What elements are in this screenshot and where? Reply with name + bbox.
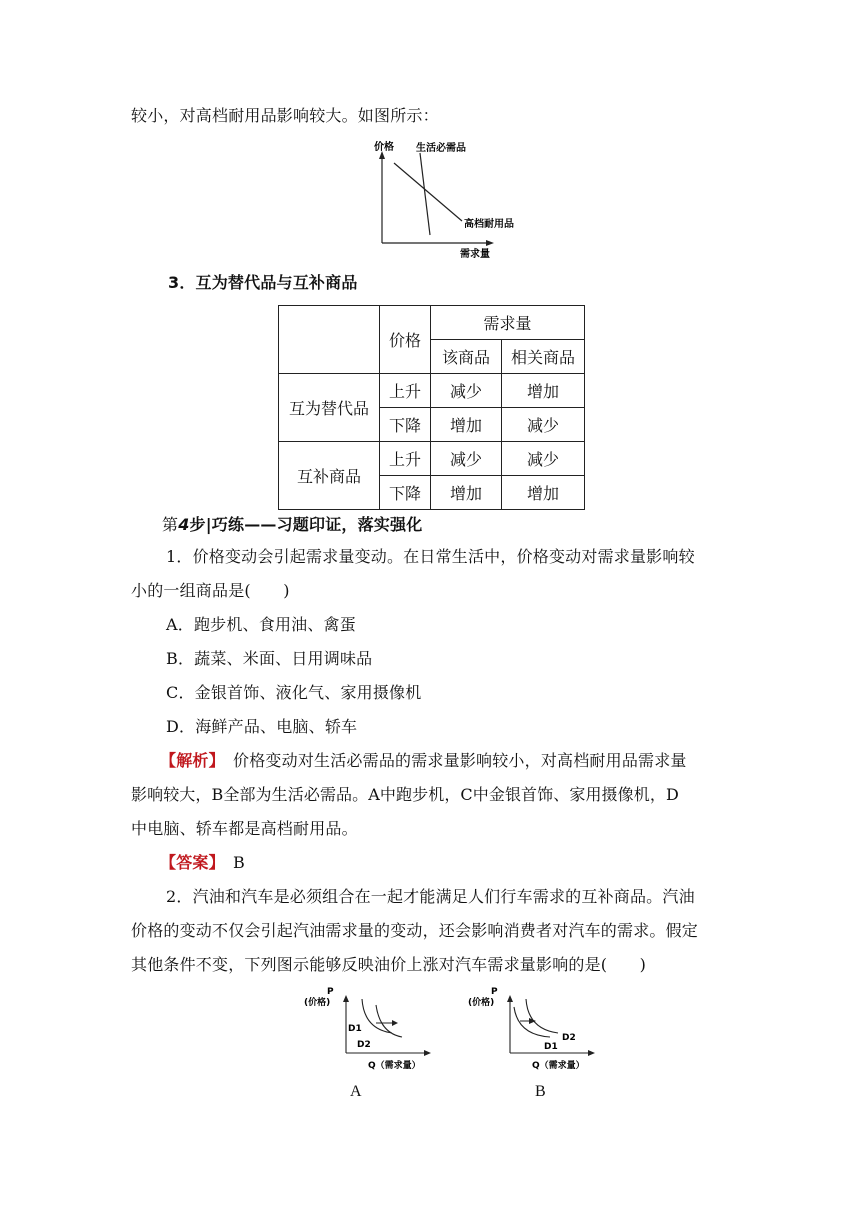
table-cell: 增加 [502, 374, 585, 408]
q1-option-a: A．跑步机、食用油、禽蛋 [166, 615, 356, 634]
q1-line2: 小的一组商品是( ) [131, 581, 290, 600]
graph-b-y-sub: (价格) [468, 998, 495, 1008]
analysis-tag: 【解析】 [160, 751, 217, 770]
table-header-this: 该商品 [431, 340, 502, 374]
table-header-demand: 需求量 [431, 306, 585, 340]
table-cell: 减少 [431, 442, 502, 476]
graph-b-caption: B [535, 1083, 546, 1100]
analysis-text: 价格变动对生活必需品的需求量影响较小，对高档耐用品需求量 [216, 751, 687, 770]
table-cell: 增加 [431, 476, 502, 510]
step-heading [162, 514, 422, 536]
graph-b-curve-d2 [526, 999, 558, 1033]
graph-b-y-label: P [491, 987, 498, 997]
graph-a [302, 985, 437, 1075]
table-cell: 减少 [431, 374, 502, 408]
step-prefix: 第 [162, 515, 179, 534]
durable-curve [394, 163, 462, 221]
q1-option-c: C．金银首饰、液化气、家用摄像机 [166, 683, 422, 702]
q2-line1: 2．汽油和汽车是必须组合在一起才能满足人们行车需求的互补商品。汽油 [166, 887, 695, 906]
graph-b-d-top: D2 [562, 1033, 576, 1043]
q1-option-d: D．海鲜产品、电脑、轿车 [166, 717, 358, 736]
graph-a-caption: A [350, 1083, 362, 1100]
table-cell: 增加 [502, 476, 585, 510]
q1-answer [160, 852, 245, 874]
graph-a-d-bottom: D2 [357, 1040, 371, 1050]
table-group-name: 互补商品 [279, 442, 380, 510]
step-number: 4 [178, 515, 190, 534]
q1-line1: 1．价格变动会引起需求量变动。在日常生活中，价格变动对需求量影响较 [166, 547, 695, 566]
fig1-necessity-label: 生活必需品 [416, 143, 466, 154]
graph-a-x-label: Q（需求量） [368, 1061, 421, 1071]
table-cell: 减少 [502, 442, 585, 476]
table-header-related: 相关商品 [502, 340, 585, 374]
table-cell: 上升 [380, 374, 431, 408]
table-corner [279, 306, 380, 374]
graph-b [466, 985, 601, 1075]
q1-analysis-line1 [160, 750, 687, 772]
q2-line3: 其他条件不变，下列图示能够反映油价上涨对汽车需求量影响的是( ) [131, 955, 647, 974]
necessity-curve [420, 153, 430, 235]
demand-elasticity-figure [368, 135, 518, 260]
q1-analysis-line2: 影响较大，B全部为生活必需品。A中跑步机，C中金银首饰、家用摄像机，D [131, 785, 679, 804]
intro-line: 较小，对高档耐用品影响较大。如图所示： [131, 106, 439, 125]
table-cell: 下降 [380, 476, 431, 510]
step-suffix: 步|巧练——习题印证，落实强化 [189, 515, 423, 534]
fig1-x-label: 需求量 [460, 249, 490, 260]
fig1-y-label: 价格 [374, 142, 394, 153]
table-cell: 下降 [380, 408, 431, 442]
table-group-name: 互为替代品 [279, 374, 380, 442]
fig1-durable-label: 高档耐用品 [464, 219, 514, 230]
answer-tag: 【答案】 [160, 853, 217, 872]
q1-option-b: B．蔬菜、米面、日用调味品 [166, 649, 373, 668]
answer-value: B [216, 853, 245, 872]
graph-b-x-label: Q（需求量） [532, 1061, 585, 1071]
graph-a-y-label: P [327, 987, 334, 997]
graph-a-d-top: D1 [348, 1024, 362, 1034]
q1-analysis-line3: 中电脑、轿车都是高档耐用品。 [131, 819, 358, 838]
table-header-price: 价格 [380, 306, 431, 374]
graph-a-y-sub: (价格) [304, 998, 331, 1008]
q2-line2: 价格的变动不仅会引起汽油需求量的变动，还会影响消费者对汽车的需求。假定 [131, 921, 699, 940]
graph-a-curve-d1 [362, 999, 392, 1033]
table-cell: 上升 [380, 442, 431, 476]
graph-b-d-bottom: D1 [544, 1042, 558, 1052]
table-cell: 减少 [502, 408, 585, 442]
section3-title: 3．互为替代品与互补商品 [168, 273, 358, 292]
table-cell: 增加 [431, 408, 502, 442]
substitute-complement-table [278, 305, 585, 510]
